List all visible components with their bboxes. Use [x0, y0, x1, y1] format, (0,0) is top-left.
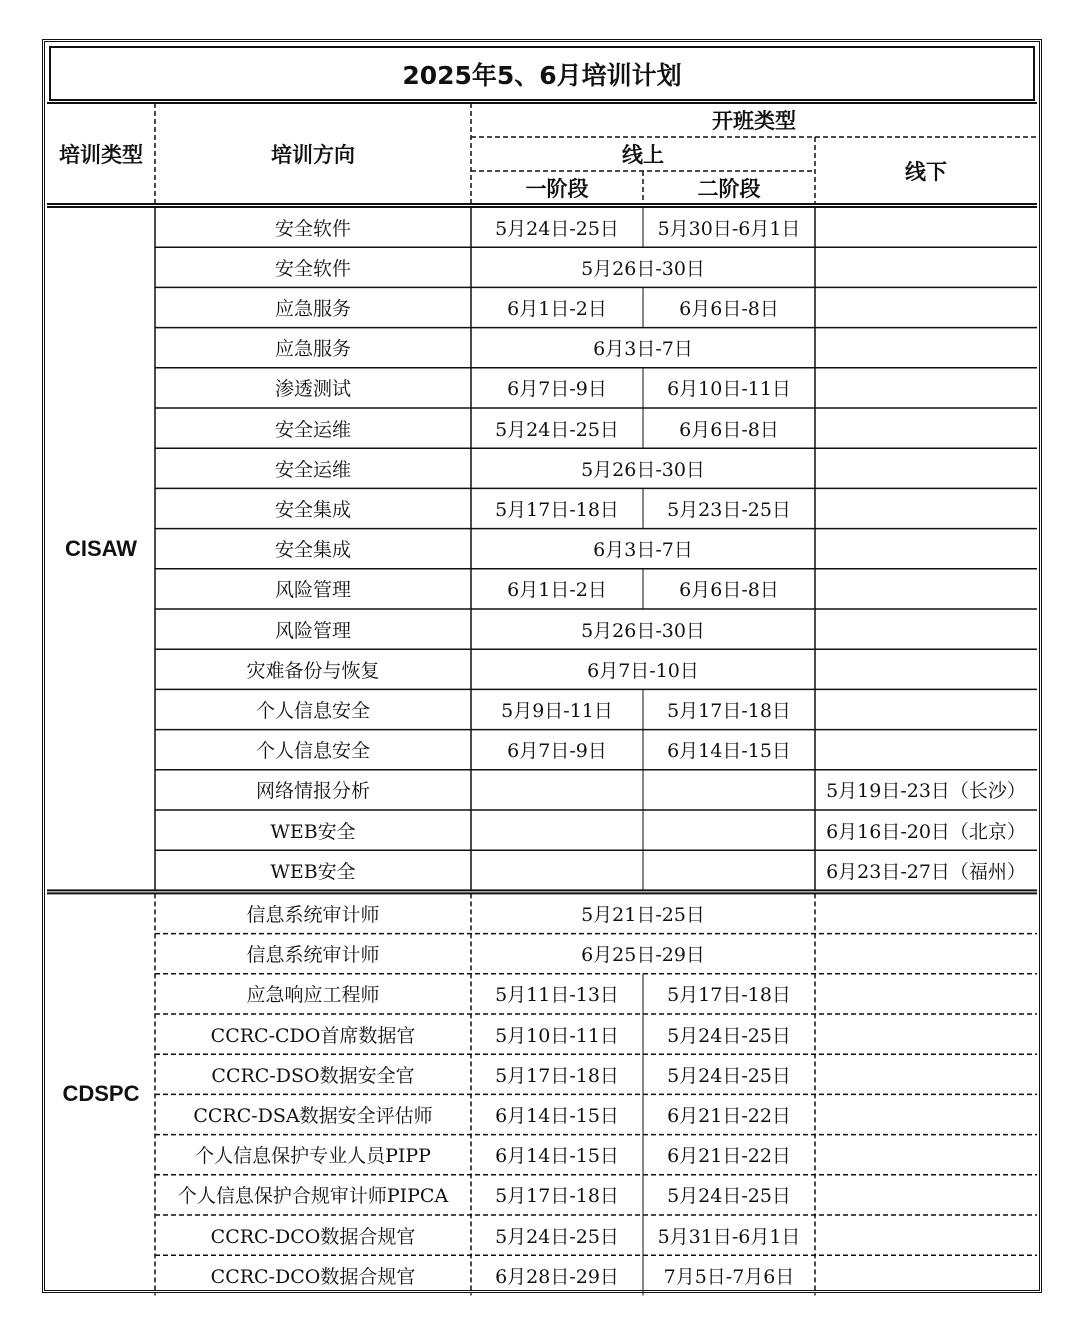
direction-cell: 个人信息保护专业人员PIPP — [195, 1145, 431, 1168]
stage1-date-cell: 5月17日-18日 — [495, 1064, 619, 1087]
stage2-date-cell: 5月17日-18日 — [667, 699, 791, 722]
header-type-col: 培训类型 — [59, 142, 143, 167]
offline-date-cell — [815, 1054, 1037, 1094]
offline-date-cell — [815, 569, 1037, 609]
direction-cell: CCRC-DSA数据安全评估师 — [193, 1104, 433, 1127]
stage1-date-cell: 5月24日-25日 — [495, 217, 619, 240]
offline-date-cell — [815, 649, 1037, 689]
offline-date-cell — [815, 1014, 1037, 1054]
direction-cell: 应急响应工程师 — [246, 984, 380, 1007]
stage1-date-cell: 5月11日-13日 — [495, 984, 619, 1007]
stage2-date-cell: 5月24日-25日 — [667, 1185, 791, 1208]
offline-date-cell — [815, 368, 1037, 408]
direction-cell: 信息系统审计师 — [246, 944, 380, 967]
direction-cell: 信息系统审计师 — [246, 903, 380, 926]
training-type-cell: CISAW — [64, 535, 138, 561]
stage2-date-cell — [643, 770, 815, 810]
direction-cell: 安全运维 — [274, 418, 351, 441]
stage2-date-cell: 5月23日-25日 — [667, 498, 791, 521]
stage2-date-cell — [643, 810, 815, 850]
offline-date-cell — [815, 529, 1037, 569]
offline-date-cell — [815, 730, 1037, 770]
stage1-date-cell: 6月28日-29日 — [495, 1265, 619, 1288]
online-date-cell: 6月3日-7日 — [593, 539, 693, 562]
offline-date-cell — [815, 287, 1037, 327]
training-type-cell: CDSPC — [62, 1081, 140, 1107]
direction-cell: 应急服务 — [274, 338, 351, 361]
header-class-type: 开班类型 — [712, 109, 796, 133]
stage2-date-cell: 5月31日-6月1日 — [657, 1225, 801, 1248]
direction-cell: 安全运维 — [274, 458, 351, 481]
header-offline: 线下 — [905, 159, 947, 184]
direction-cell: CCRC-CDO首席数据官 — [210, 1024, 416, 1047]
online-date-cell: 5月26日-30日 — [581, 458, 705, 481]
stage1-date-cell: 6月1日-2日 — [507, 297, 607, 320]
stage2-date-cell: 7月5日-7月6日 — [663, 1265, 795, 1288]
direction-cell: 渗透测试 — [274, 378, 351, 401]
offline-date-cell — [815, 609, 1037, 649]
offline-date-cell — [815, 207, 1037, 247]
direction-cell: 个人信息安全 — [255, 699, 370, 722]
direction-cell: 安全集成 — [274, 498, 351, 521]
offline-date-cell: 5月19日-23日（长沙） — [826, 780, 1026, 803]
stage2-date-cell — [643, 850, 815, 890]
direction-cell: 灾难备份与恢复 — [246, 659, 380, 682]
direction-cell: 应急服务 — [274, 297, 351, 320]
direction-cell: 安全软件 — [274, 217, 351, 240]
direction-cell: WEB安全 — [270, 860, 356, 883]
header-direction-col: 培训方向 — [271, 142, 355, 167]
stage2-date-cell: 5月24日-25日 — [667, 1024, 791, 1047]
direction-cell: CCRC-DCO数据合规官 — [210, 1225, 416, 1248]
offline-date-cell — [815, 408, 1037, 448]
stage1-date-cell: 6月7日-9日 — [507, 740, 607, 763]
stage1-date-cell: 5月24日-25日 — [495, 1225, 619, 1248]
stage1-date-cell: 6月1日-2日 — [507, 579, 607, 602]
offline-date-cell — [815, 1135, 1037, 1175]
offline-date-cell — [815, 1215, 1037, 1255]
online-date-cell: 5月26日-30日 — [581, 257, 705, 280]
offline-date-cell — [815, 893, 1037, 933]
offline-date-cell: 6月16日-20日（北京） — [826, 820, 1026, 843]
offline-date-cell — [815, 448, 1037, 488]
offline-date-cell — [815, 1255, 1037, 1295]
stage2-date-cell: 6月6日-8日 — [679, 297, 779, 320]
online-date-cell: 6月25日-29日 — [581, 944, 705, 967]
direction-cell: 个人信息安全 — [255, 740, 370, 763]
stage1-date-cell: 5月9日-11日 — [501, 699, 613, 722]
online-date-cell: 5月26日-30日 — [581, 619, 705, 642]
stage1-date-cell — [471, 770, 643, 810]
offline-date-cell — [815, 247, 1037, 287]
stage2-date-cell: 6月21日-22日 — [667, 1104, 791, 1127]
stage2-date-cell: 5月24日-25日 — [667, 1064, 791, 1087]
stage1-date-cell: 6月7日-9日 — [507, 378, 607, 401]
direction-cell: 风险管理 — [274, 619, 351, 642]
stage1-date-cell: 6月14日-15日 — [495, 1104, 619, 1127]
direction-cell: CCRC-DCO数据合规官 — [210, 1265, 416, 1288]
stage1-date-cell — [471, 850, 643, 890]
stage2-date-cell: 5月30日-6月1日 — [657, 217, 801, 240]
stage2-date-cell: 6月6日-8日 — [679, 418, 779, 441]
stage1-date-cell: 5月17日-18日 — [495, 1185, 619, 1208]
online-date-cell: 5月21日-25日 — [581, 903, 705, 926]
offline-date-cell — [815, 934, 1037, 974]
direction-cell: CCRC-DSO数据安全官 — [211, 1064, 415, 1087]
stage1-date-cell: 5月10日-11日 — [495, 1024, 619, 1047]
header-stage1: 一阶段 — [525, 176, 589, 201]
offline-date-cell — [815, 328, 1037, 368]
header-online: 线上 — [622, 143, 664, 167]
stage1-date-cell — [471, 810, 643, 850]
offline-date-cell — [815, 1094, 1037, 1134]
header-stage2: 二阶段 — [697, 176, 761, 201]
stage1-date-cell: 5月17日-18日 — [495, 498, 619, 521]
offline-date-cell — [815, 1175, 1037, 1215]
online-date-cell: 6月3日-7日 — [593, 338, 693, 361]
stage2-date-cell: 6月10日-11日 — [667, 378, 791, 401]
online-date-cell: 6月7日-10日 — [587, 659, 699, 682]
direction-cell: 安全软件 — [274, 257, 351, 280]
offline-date-cell — [815, 689, 1037, 729]
direction-cell: 个人信息保护合规审计师PIPCA — [177, 1185, 449, 1208]
stage2-date-cell: 6月21日-22日 — [667, 1145, 791, 1168]
offline-date-cell — [815, 974, 1037, 1014]
stage1-date-cell: 6月14日-15日 — [495, 1145, 619, 1168]
stage2-date-cell: 6月14日-15日 — [667, 740, 791, 763]
offline-date-cell — [815, 488, 1037, 528]
page-title: 2025年5、6月培训计划 — [49, 46, 1035, 101]
stage2-date-cell: 6月6日-8日 — [679, 579, 779, 602]
stage2-date-cell: 5月17日-18日 — [667, 984, 791, 1007]
direction-cell: 网络情报分析 — [255, 780, 370, 803]
direction-cell: 安全集成 — [274, 539, 351, 562]
offline-date-cell: 6月23日-27日（福州） — [826, 860, 1026, 883]
direction-cell: WEB安全 — [270, 820, 356, 843]
direction-cell: 风险管理 — [274, 579, 351, 602]
stage1-date-cell: 5月24日-25日 — [495, 418, 619, 441]
